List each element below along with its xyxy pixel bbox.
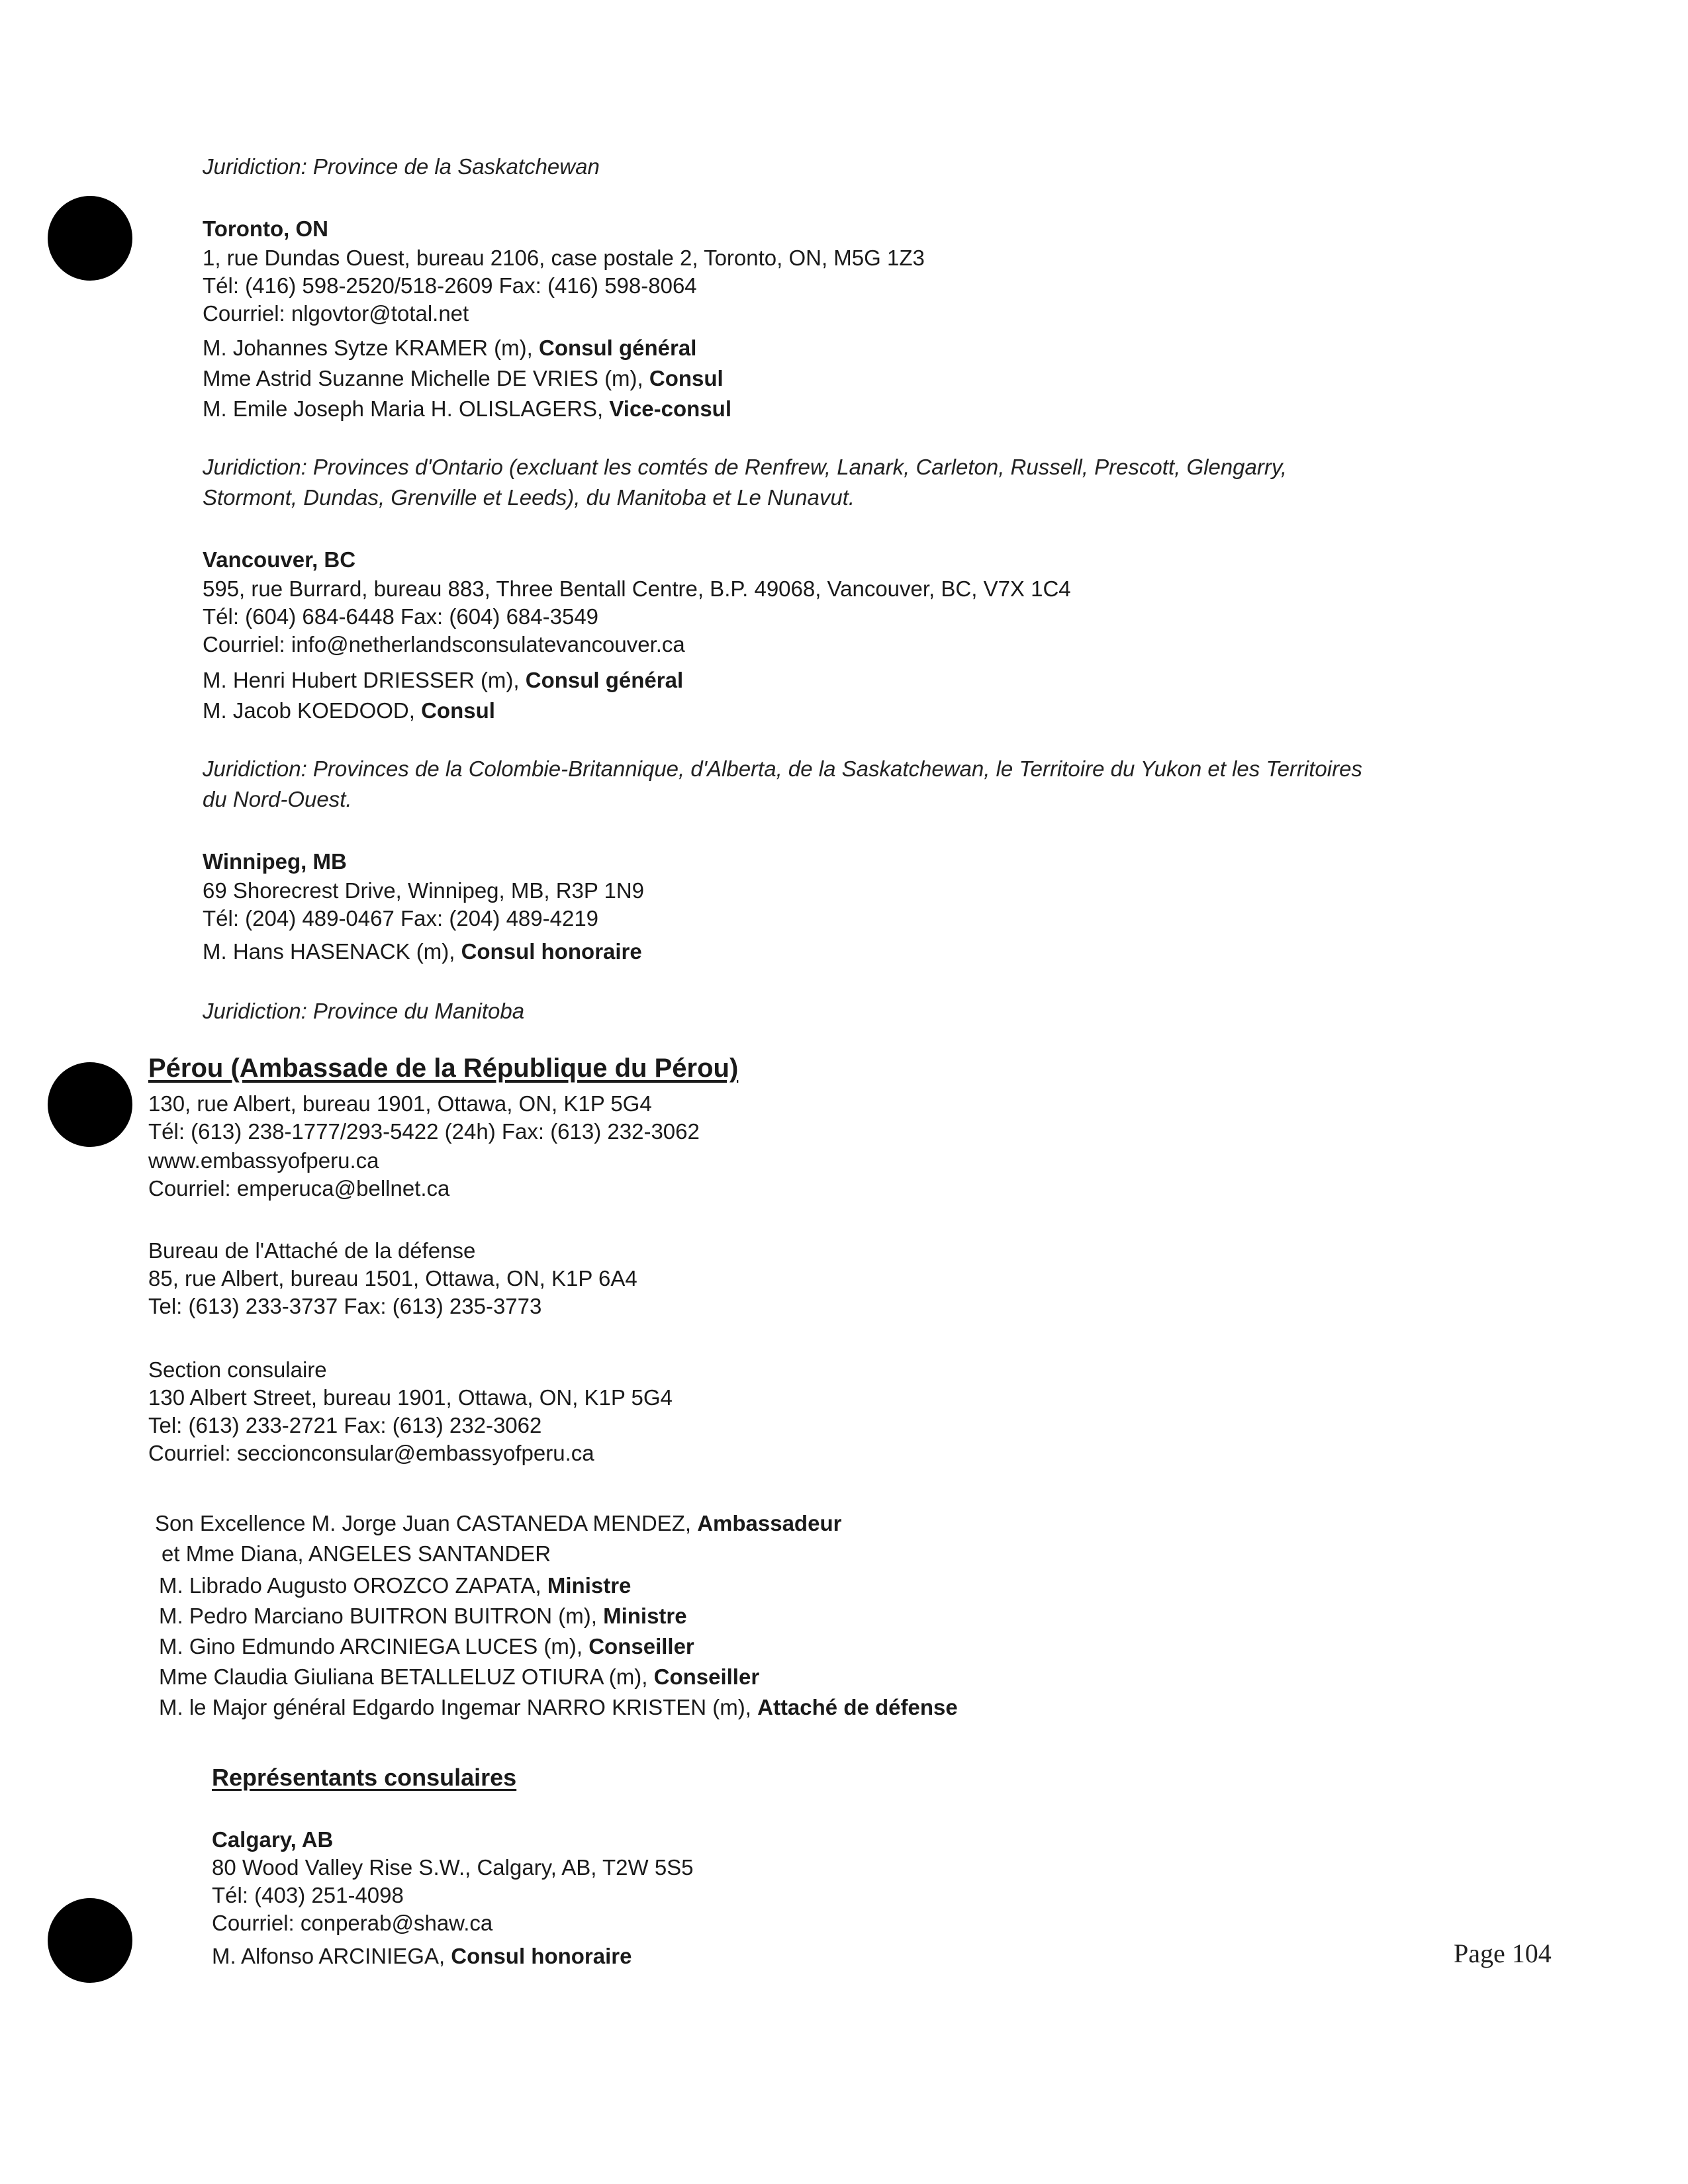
toronto-jurisdiction-line1: Juridiction: Provinces d'Ontario (excluant les comtés de Renfrew, Lanark, Carleton, Russell, Prescott, Glengarry, [203, 455, 1288, 479]
peru-staff-row [159, 1572, 631, 1599]
winnipeg-jurisdiction: Juridiction: Province du Manitoba [203, 999, 525, 1023]
staff-role: Vice-consul [609, 396, 732, 421]
toronto-staff-row [203, 365, 724, 392]
winnipeg-city: Winnipeg, MB [203, 849, 347, 874]
staff-role: Consul [421, 698, 495, 723]
peru-staff-row [159, 1603, 687, 1629]
staff-role: Consul général [525, 668, 684, 692]
toronto-jurisdiction-line2: Stormont, Dundas, Grenville et Leeds), du Manitoba et Le Nunavut. [203, 485, 855, 510]
staff-name: Mme Astrid Suzanne Michelle DE VRIES (m), [203, 366, 649, 390]
toronto-staff-row [203, 335, 696, 361]
consular-representatives-heading: Représentants consulaires [212, 1764, 517, 1791]
staff-role: Consul [649, 366, 724, 390]
staff-name: M. Johannes Sytze KRAMER (m), [203, 336, 539, 360]
staff-name: M. le Major général Edgardo Ingemar NARRO KRISTEN (m), [159, 1695, 758, 1719]
calgary-phone: Tél: (403) 251-4098 [212, 1883, 404, 1907]
vancouver-city: Vancouver, BC [203, 547, 356, 572]
staff-name: M. Jacob KOEDOOD, [203, 698, 422, 723]
peru-ambassador-spouse: et Mme Diana, ANGELES SANTANDER [162, 1541, 551, 1566]
peru-consular-section-email: Courriel: seccionconsular@embassyofperu.ca [148, 1441, 594, 1465]
toronto-staff-row [203, 396, 731, 422]
staff-role: Consul honoraire [451, 1944, 632, 1968]
staff-name: M. Hans HASENACK (m), [203, 939, 461, 964]
peru-consular-section-address: 130 Albert Street, bureau 1901, Ottawa, ON, K1P 5G4 [148, 1385, 673, 1410]
peru-staff-row [159, 1664, 759, 1690]
staff-name: M. Emile Joseph Maria H. OLISLAGERS, [203, 396, 610, 421]
winnipeg-phone: Tél: (204) 489-0467 Fax: (204) 489-4219 [203, 906, 599, 931]
staff-name: M. Alfonso ARCINIEGA, [212, 1944, 451, 1968]
staff-name: M. Henri Hubert DRIESSER (m), [203, 668, 526, 692]
vancouver-address: 595, rue Burrard, bureau 883, Three Bentall Centre, B.P. 49068, Vancouver, BC, V7X 1C4 [203, 576, 1071, 601]
staff-role: Conseiller [588, 1634, 694, 1659]
peru-ambassador-row [155, 1510, 841, 1537]
staff-name: Mme Claudia Giuliana BETALLELUZ OTIURA (m), [159, 1664, 654, 1689]
jurisdiction-saskatchewan: Juridiction: Province de la Saskatchewan [203, 154, 600, 179]
calgary-city: Calgary, AB [212, 1827, 334, 1852]
peru-heading: Pérou (Ambassade de la République du Pérou) [148, 1054, 739, 1083]
peru-embassy-website: www.embassyofperu.ca [148, 1148, 379, 1173]
staff-role: Ambassadeur [697, 1511, 842, 1535]
peru-consular-section-title: Section consulaire [148, 1357, 327, 1382]
vancouver-phone: Tél: (604) 684-6448 Fax: (604) 684-3549 [203, 604, 599, 629]
vancouver-jurisdiction-line2: du Nord-Ouest. [203, 787, 352, 811]
winnipeg-address: 69 Shorecrest Drive, Winnipeg, MB, R3P 1N9 [203, 878, 645, 903]
punch-hole-middle [48, 1062, 132, 1147]
vancouver-staff-row [203, 698, 495, 724]
staff-name: M. Pedro Marciano BUITRON BUITRON (m), [159, 1604, 604, 1628]
calgary-staff-row [212, 1943, 632, 1970]
staff-role: Ministre [603, 1604, 687, 1628]
vancouver-jurisdiction-line1: Juridiction: Provinces de la Colombie-Britannique, d'Alberta, de la Saskatchewan, le Territoire du Yukon et les Territoires [203, 756, 1362, 781]
staff-role: Conseiller [653, 1664, 760, 1689]
peru-embassy-address: 130, rue Albert, bureau 1901, Ottawa, ON, K1P 5G4 [148, 1091, 652, 1116]
peru-defense-office-phone: Tel: (613) 233-3737 Fax: (613) 235-3773 [148, 1294, 542, 1318]
calgary-address: 80 Wood Valley Rise S.W., Calgary, AB, T2W 5S5 [212, 1855, 694, 1880]
peru-defense-office-title: Bureau de l'Attaché de la défense [148, 1238, 476, 1263]
calgary-email: Courriel: conperab@shaw.ca [212, 1911, 493, 1935]
vancouver-email: Courriel: info@netherlandsconsulatevancouver.ca [203, 632, 685, 657]
punch-hole-bottom [48, 1898, 132, 1983]
peru-staff-row [159, 1694, 958, 1721]
staff-name: M. Gino Edmundo ARCINIEGA LUCES (m), [159, 1634, 589, 1659]
toronto-phone: Tél: (416) 598-2520/518-2609 Fax: (416) 598-8064 [203, 273, 697, 298]
toronto-email: Courriel: nlgovtor@total.net [203, 301, 469, 326]
page-number: Page 104 [1454, 1938, 1552, 1968]
peru-defense-office-address: 85, rue Albert, bureau 1501, Ottawa, ON, K1P 6A4 [148, 1266, 637, 1291]
staff-role: Attaché de défense [757, 1695, 958, 1719]
toronto-city: Toronto, ON [203, 216, 329, 241]
vancouver-staff-row [203, 667, 683, 694]
staff-role: Consul honoraire [461, 939, 642, 964]
punch-hole-top [48, 196, 132, 281]
peru-consular-section-phone: Tel: (613) 233-2721 Fax: (613) 232-3062 [148, 1413, 542, 1437]
staff-role: Ministre [547, 1573, 632, 1598]
staff-name: Son Excellence M. Jorge Juan CASTANEDA MENDEZ, [155, 1511, 698, 1535]
winnipeg-staff-row [203, 938, 642, 965]
toronto-address: 1, rue Dundas Ouest, bureau 2106, case postale 2, Toronto, ON, M5G 1Z3 [203, 246, 925, 270]
peru-embassy-email: Courriel: emperuca@bellnet.ca [148, 1176, 450, 1201]
staff-name: M. Librado Augusto OROZCO ZAPATA, [159, 1573, 547, 1598]
peru-embassy-phone: Tél: (613) 238-1777/293-5422 (24h) Fax: (613) 232-3062 [148, 1119, 700, 1144]
staff-role: Consul général [538, 336, 697, 360]
peru-staff-row [159, 1633, 694, 1660]
